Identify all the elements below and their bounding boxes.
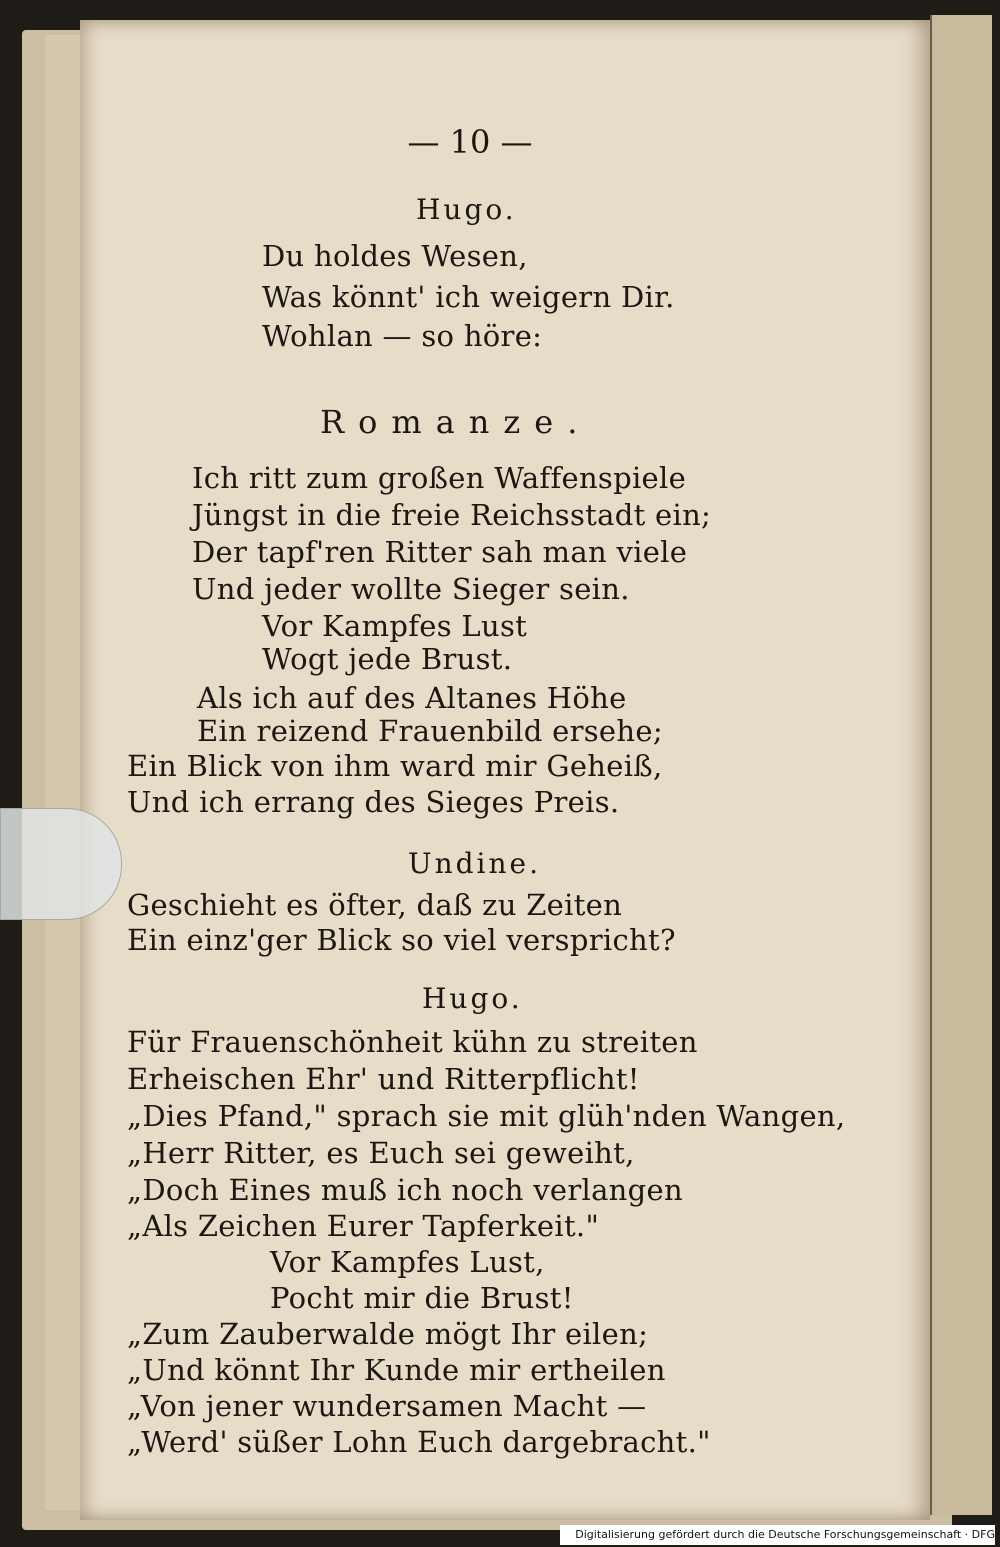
verse-line: „Werd' süßer Lohn Euch dargebracht."	[127, 1425, 711, 1459]
verse-line: Erheischen Ehr' und Ritterpflicht!	[127, 1062, 640, 1096]
verse-line: Pocht mir die Brust!	[270, 1281, 574, 1315]
verse-line: Ein reizend Frauenbild ersehe;	[197, 714, 663, 748]
verse-line: Ich ritt zum großen Waffenspiele	[192, 461, 687, 495]
verse-line: „Herr Ritter, es Euch sei geweiht,	[127, 1136, 635, 1170]
verse-line: Was könnt' ich weigern Dir.	[262, 280, 675, 314]
section-title: Romanze.	[320, 403, 592, 441]
verse-line: Der tapf'ren Ritter sah man viele	[192, 535, 688, 569]
page-number: — 10 —	[407, 123, 533, 161]
verse-line: „Und könnt Ihr Kunde mir ertheilen	[127, 1353, 666, 1387]
digitization-credit: Digitalisierung gefördert durch die Deutsche Forschungsgemeinschaft · DFG	[560, 1525, 995, 1545]
verse-line: Als ich auf des Altanes Höhe	[197, 681, 627, 715]
verse-line: „Doch Eines muß ich noch verlangen	[127, 1173, 683, 1207]
verse-line: Geschieht es öfter, daß zu Zeiten	[127, 888, 623, 922]
speaker-label-hugo: Hugo.	[422, 982, 523, 1015]
verse-line: Du holdes Wesen,	[262, 239, 528, 273]
verse-line: Jüngst in die freie Reichsstadt ein;	[192, 498, 712, 532]
verse-line: Ein Blick von ihm ward mir Geheiß,	[127, 749, 663, 783]
verse-line: Und ich errang des Sieges Preis.	[127, 785, 620, 819]
speaker-label-undine: Undine.	[408, 847, 542, 880]
verse-line: „Zum Zauberwalde mögt Ihr eilen;	[127, 1317, 649, 1351]
verse-line: „Als Zeichen Eurer Tapferkeit."	[127, 1209, 600, 1243]
verse-line: Wogt jede Brust.	[262, 642, 513, 676]
speaker-label-hugo: Hugo.	[416, 193, 517, 226]
verse-line: Und jeder wollte Sieger sein.	[192, 572, 630, 606]
verse-line: Für Frauenschönheit kühn zu streiten	[127, 1025, 698, 1059]
verse-line: „Dies Pfand," sprach sie mit glüh'nden Wangen,	[127, 1099, 846, 1133]
verse-line: Vor Kampfes Lust	[262, 609, 528, 643]
verse-line: „Von jener wundersamen Macht —	[127, 1389, 647, 1423]
verse-line: Ein einz'ger Blick so viel verspricht?	[127, 923, 676, 957]
verse-line: Vor Kampfes Lust,	[270, 1245, 545, 1279]
verse-line: Wohlan — so höre:	[262, 319, 543, 353]
